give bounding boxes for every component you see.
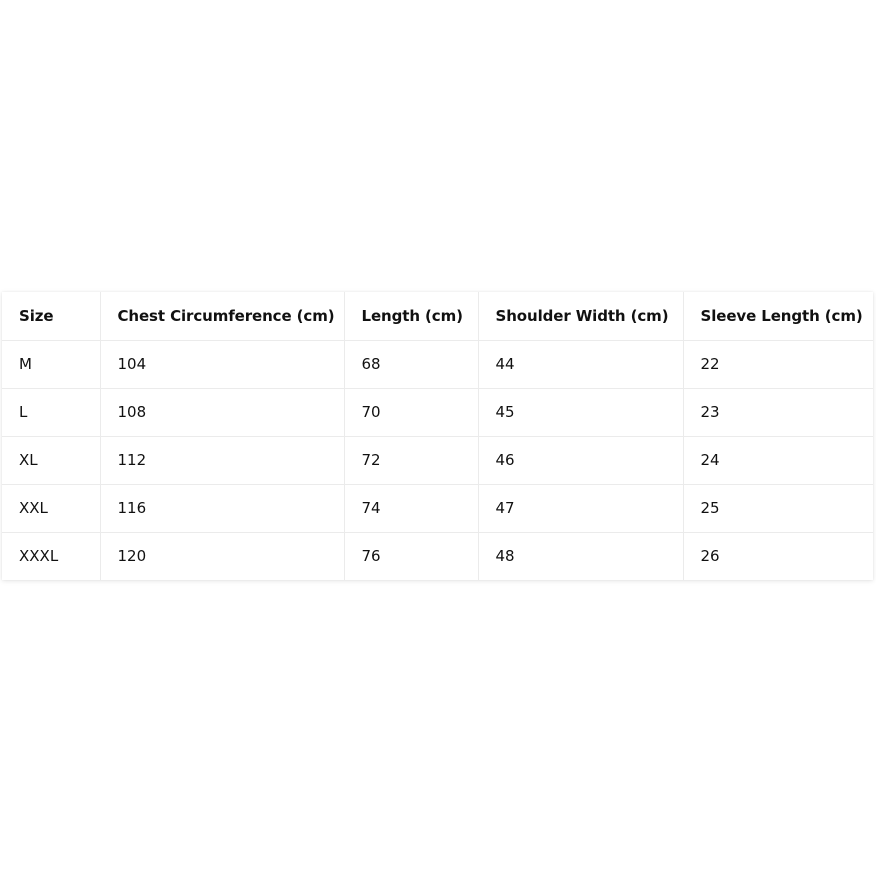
chest-cell: 116 bbox=[100, 484, 344, 532]
size-cell: XXXL bbox=[2, 532, 100, 580]
sleeve-cell: 23 bbox=[683, 388, 873, 436]
length-cell: 68 bbox=[344, 340, 478, 388]
column-header-chest-circumference: Chest Circumference (cm) bbox=[100, 292, 344, 340]
size-cell: M bbox=[2, 340, 100, 388]
length-cell: 76 bbox=[344, 532, 478, 580]
sleeve-cell: 24 bbox=[683, 436, 873, 484]
table-row bbox=[2, 340, 873, 388]
size-cell: XXL bbox=[2, 484, 100, 532]
chest-cell: 112 bbox=[100, 436, 344, 484]
shoulder-cell: 45 bbox=[478, 388, 683, 436]
shoulder-cell: 46 bbox=[478, 436, 683, 484]
table-row bbox=[2, 484, 873, 532]
column-header-length: Length (cm) bbox=[344, 292, 478, 340]
length-cell: 72 bbox=[344, 436, 478, 484]
column-header-sleeve-length: Sleeve Length (cm) bbox=[683, 292, 873, 340]
table-row bbox=[2, 532, 873, 580]
shoulder-cell: 48 bbox=[478, 532, 683, 580]
table-row bbox=[2, 388, 873, 436]
size-cell: XL bbox=[2, 436, 100, 484]
shoulder-cell: 44 bbox=[478, 340, 683, 388]
header-row bbox=[2, 292, 873, 340]
size-chart-card bbox=[2, 292, 873, 580]
length-cell: 70 bbox=[344, 388, 478, 436]
size-cell: L bbox=[2, 388, 100, 436]
column-header-size: Size bbox=[2, 292, 100, 340]
sleeve-cell: 22 bbox=[683, 340, 873, 388]
chest-cell: 104 bbox=[100, 340, 344, 388]
chest-cell: 108 bbox=[100, 388, 344, 436]
chest-cell: 120 bbox=[100, 532, 344, 580]
size-chart-table bbox=[2, 292, 873, 580]
shoulder-cell: 47 bbox=[478, 484, 683, 532]
table-row bbox=[2, 436, 873, 484]
sleeve-cell: 26 bbox=[700, 547, 720, 566]
length-cell: 74 bbox=[344, 484, 478, 532]
sleeve-cell: 25 bbox=[683, 484, 873, 532]
column-header-shoulder-width: Shoulder Width (cm) bbox=[478, 292, 683, 340]
